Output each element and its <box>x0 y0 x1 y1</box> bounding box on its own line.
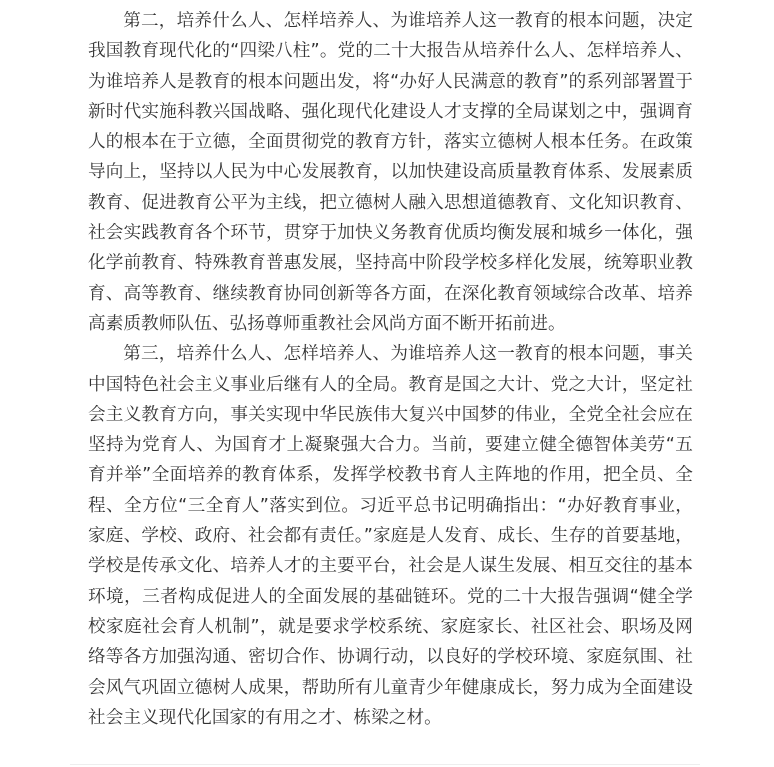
article-body <box>88 6 693 733</box>
paragraph-second: 第二，培养什么人、怎样培养人、为谁培养人这一教育的根本问题，决定我国教育现代化的“四梁八柱”。党的二十大报告从培养什么人、怎样培养人、为谁培养人是教育的根本问题出发，将“办好人民满意的教育”的系列部署置于新时代实施科教兴国战略、强化现代化建设人才支撑的全局谋划之中，强调育人的根本在于立德，全面贯彻党的教育方针，落实立德树人根本任务。在政策导向上，坚持以人民为中心发展教育，以加快建设高质量教育体系、发展素质教育、促进教育公平为主线，把立德树人融入思想道德教育、文化知识教育、社会实践教育各个环节，贯穿于加快义务教育优质均衡发展和城乡一体化，强化学前教育、特殊教育普惠发展，坚持高中阶段学校多样化发展，统筹职业教育、高等教育、继续教育协同创新等各方面，在深化教育领域综合改革、培养高素质教师队伍、弘扬尊师重教社会风尚方面不断开拓前进。 <box>88 11 693 334</box>
divider <box>70 764 700 765</box>
paragraph-third: 第三，培养什么人、怎样培养人、为谁培养人这一教育的根本问题，事关中国特色社会主义事业后继有人的全局。教育是国之大计、党之大计，坚定社会主义教育方向，事关实现中华民族伟大复兴中国梦的伟业，全党全社会应在坚持为党育人、为国育才上凝聚强大合力。当前，要建立健全德智体美劳“五育并举”全面培养的教育体系，发挥学校教书育人主阵地的作用，把全员、全程、全方位“三全育人”落实到位。习近平总书记明确指出：“办好教育事业，家庭、学校、政府、社会都有责任。”家庭是人发育、成长、生存的首要基地，学校是传承文化、培养人才的主要平台，社会是人谋生发展、相互交往的基本环境，三者构成促进人的全面发展的基础链环。党的二十大报告强调“健全学校家庭社会育人机制”，就是要求学校系统、家庭家长、社区社会、职场及网络等各方加强沟通、密切合作、协调行动，以良好的学校环境、家庭氛围、社会风气巩固立德树人成果，帮助所有儿童青少年健康成长，努力成为全面建设社会主义现代化国家的有用之才、栋梁之材。 <box>88 344 693 728</box>
